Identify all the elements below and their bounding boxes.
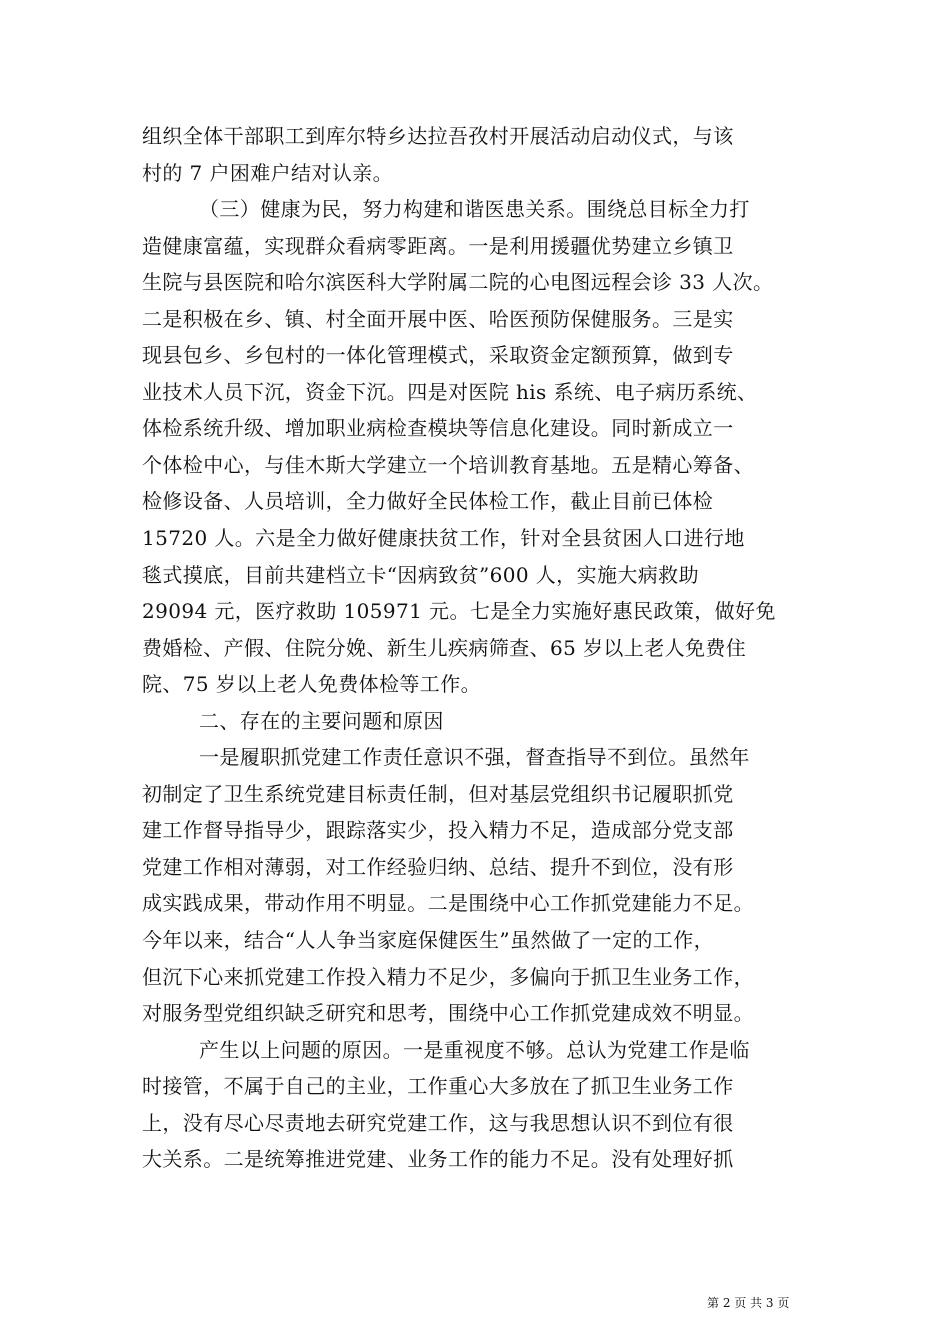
text-line: 组织全体干部职工到库尔特乡达拉吾孜村开展活动启动仪式，与该: [142, 124, 734, 148]
text-line: 29094 元，医疗救助 105971 元。七是全力实施好惠民政策，做好免: [142, 599, 776, 624]
text-line: 个体检中心，与佳木斯大学建立一个培训教育基地。五是精心筹备、: [142, 452, 754, 477]
text-line: 业技术人员下沉，资金下沉。四是对医院 his 系统、电子病历系统、: [142, 379, 758, 404]
text-line: 现县包乡、乡包村的一体化管理模式，采取资金定额预算，做到专: [142, 343, 734, 368]
text-line: 院、75 岁以上老人免费体检等工作。: [142, 672, 482, 697]
text-line: 生院与县医院和哈尔滨医科大学附属二院的心电图远程会诊 33 人次。: [142, 270, 774, 295]
text-line: 大关系。二是统筹推进党建、业务工作的能力不足。没有处理好抓: [142, 1147, 734, 1172]
text-line: 上，没有尽心尽责地去研究党建工作，这与我思想认识不到位有很: [142, 1110, 734, 1135]
text-line: 产生以上问题的原因。一是重视度不够。总认为党建工作是临: [199, 1037, 750, 1062]
text-line: 造健康富蕴，实现群众看病零距离。一是利用援疆优势建立乡镇卫: [142, 233, 734, 258]
text-line: 二、存在的主要问题和原因: [199, 708, 444, 733]
text-line: 今年以来，结合“人人争当家庭保健医生”虽然做了一定的工作，: [142, 928, 715, 953]
page-number-footer: 第 2 页 共 3 页: [707, 1296, 790, 1310]
text-line: 但沉下心来抓党建工作投入精力不足少，多偏向于抓卫生业务工作，: [142, 964, 754, 989]
text-line: 对服务型党组织缺乏研究和思考，围绕中心工作抓党建成效不明显。: [142, 1001, 754, 1026]
text-line: 时接管，不属于自己的主业，工作重心大多放在了抓卫生业务工作: [142, 1074, 734, 1099]
text-line: 毯式摸底，目前共建档立卡“因病致贫”600 人，实施大病救助: [142, 562, 699, 587]
text-line: 费婚检、产假、住院分娩、新生儿疾病筛查、65 岁以上老人免费住: [142, 635, 747, 660]
text-line: 一是履职抓党建工作责任意识不强，督查指导不到位。虽然年: [199, 745, 750, 770]
text-line: 村的 7 户困难户结对认亲。: [142, 160, 394, 185]
text-line: 体检系统升级、增加职业病检查模块等信息化建设。同时新成立一: [142, 416, 734, 441]
text-line: 检修设备、人员培训，全力做好全民体检工作，截止目前已体检: [142, 489, 714, 514]
text-line: 初制定了卫生系统党建目标责任制，但对基层党组织书记履职抓党: [142, 781, 734, 806]
document-body: [142, 118, 812, 1178]
text-line: 成实践成果，带动作用不明显。二是围绕中心工作抓党建能力不足。: [142, 891, 754, 916]
text-line: 党建工作相对薄弱，对工作经验归纳、总结、提升不到位，没有形: [142, 854, 734, 879]
text-line: 15720 人。六是全力做好健康扶贫工作，针对全县贫困人口进行地: [142, 526, 745, 551]
text-line: （三）健康为民，努力构建和谐医患关系。围绕总目标全力打: [199, 197, 750, 222]
text-line: 二是积极在乡、镇、村全面开展中医、哈医预防保健服务。三是实: [142, 306, 734, 331]
text-line: 建工作督导指导少，跟踪落实少，投入精力不足，造成部分党支部: [142, 818, 734, 843]
